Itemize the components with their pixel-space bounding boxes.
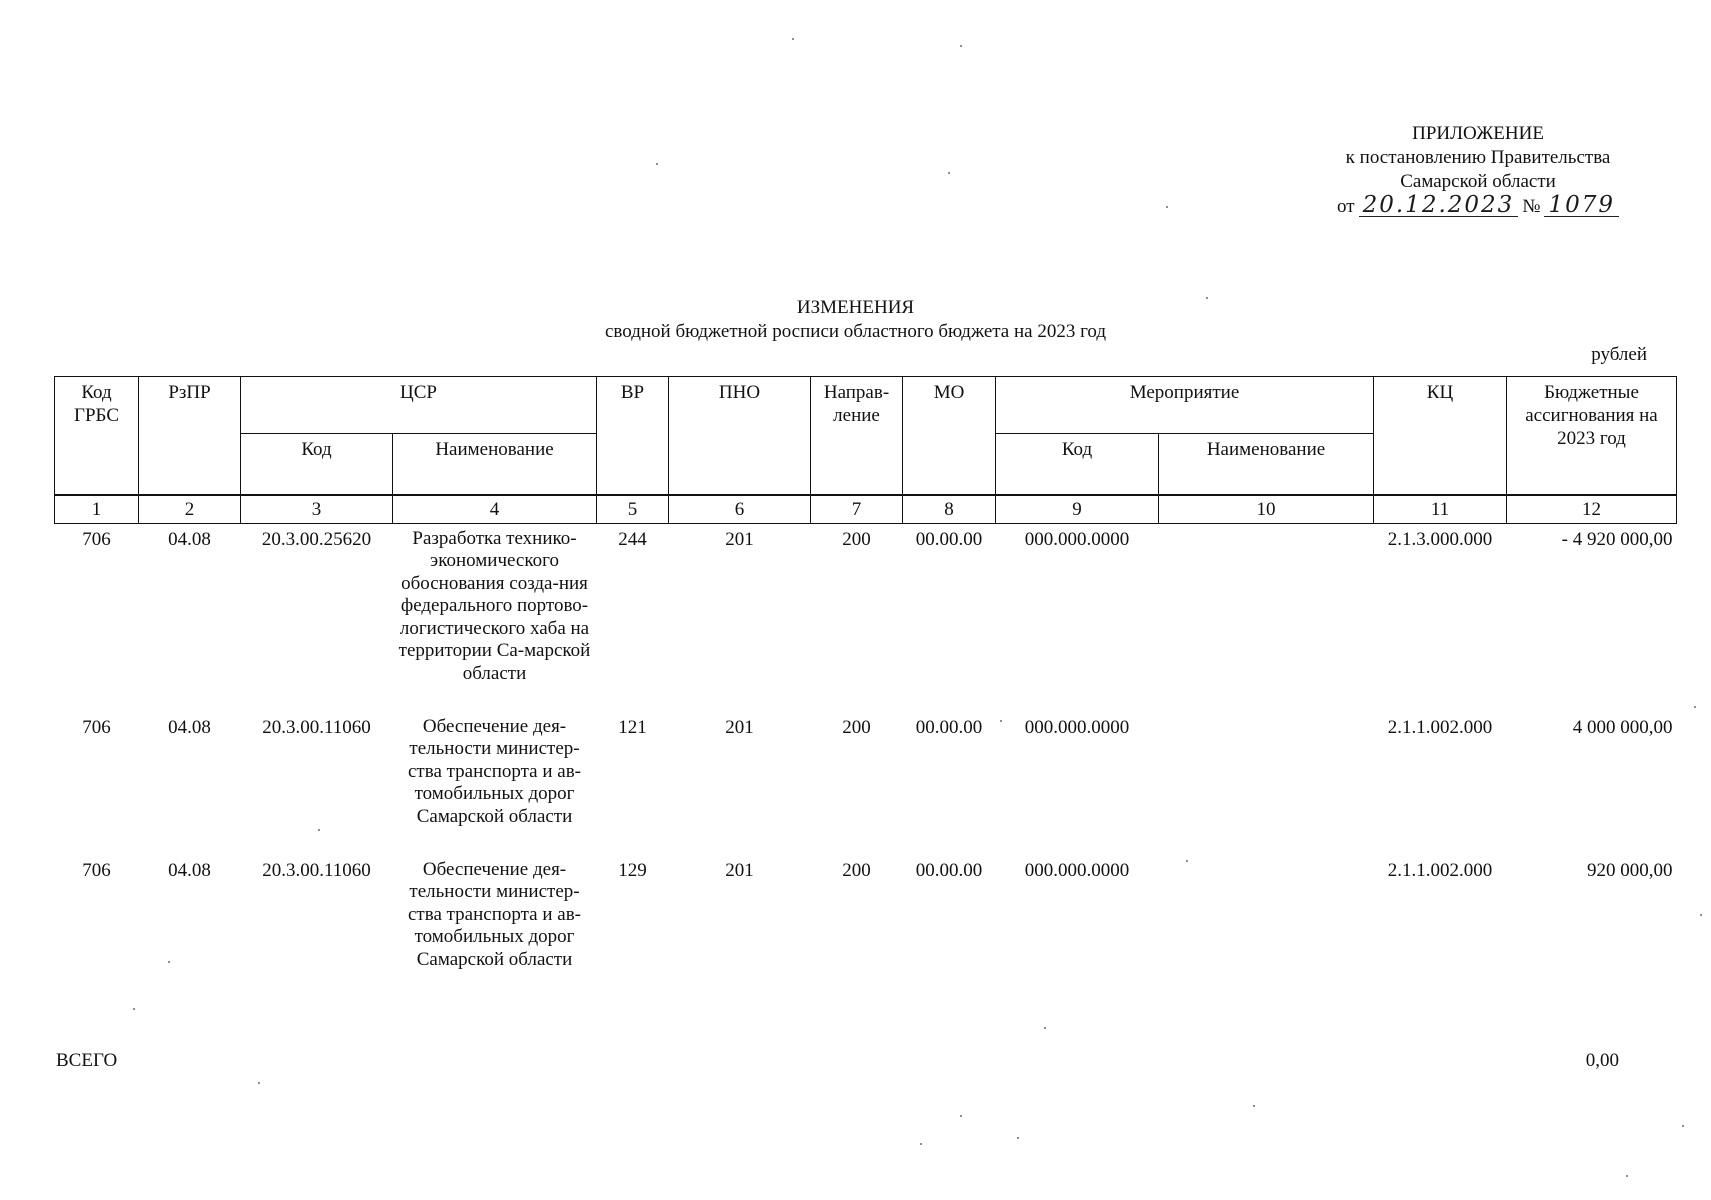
- scan-speck: [1626, 1175, 1628, 1177]
- cell-event-name: [1159, 855, 1374, 998]
- cell-grbs: 706: [82, 528, 111, 550]
- cell-csr-code: 20.3.00.25620: [261, 528, 372, 550]
- column-number: 11: [1374, 495, 1507, 524]
- table-row: [55, 712, 1677, 855]
- cell-grbs: 706: [82, 859, 111, 881]
- column-number: 8: [903, 495, 996, 524]
- header-mo: МО: [903, 377, 996, 495]
- scan-speck: [1682, 1125, 1684, 1127]
- cell-mo: 00.00.00: [915, 859, 983, 881]
- annex-line-2: Самарской области: [1400, 171, 1556, 192]
- cell-amount: 920 000,00: [1587, 859, 1673, 881]
- cell-pno: 201: [725, 528, 754, 550]
- column-number-row: [55, 495, 1677, 524]
- units-label: рублей: [1591, 344, 1647, 365]
- cell-rzpr: 04.08: [168, 716, 211, 738]
- header-vr: ВР: [597, 377, 669, 495]
- cell-vr: 244: [618, 528, 647, 550]
- cell-mo: 00.00.00: [915, 528, 983, 550]
- cell-event-code: 000.000.0000: [1024, 528, 1130, 550]
- scan-speck: [920, 1143, 922, 1145]
- cell-direction: 200: [842, 528, 871, 550]
- column-number: 12: [1507, 495, 1677, 524]
- scan-speck: [168, 961, 170, 963]
- cell-vr: 121: [618, 716, 647, 738]
- cell-direction: 200: [842, 716, 871, 738]
- scan-speck: [960, 45, 962, 47]
- header-grbs: Код ГРБС: [55, 377, 139, 495]
- cell-mo: 00.00.00: [915, 716, 983, 738]
- annex-title: ПРИЛОЖЕНИЕ: [1412, 123, 1544, 144]
- header-csr: ЦСР: [241, 377, 597, 434]
- header-pno: ПНО: [669, 377, 811, 495]
- column-number: 10: [1159, 495, 1374, 524]
- scan-speck: [1700, 914, 1702, 916]
- handwritten-date: 20.12.2023: [1359, 194, 1519, 217]
- annex-date-line: [1337, 194, 1619, 219]
- header-rzpr: РзПР: [139, 377, 241, 495]
- table-row: [55, 855, 1677, 998]
- scan-speck: [1186, 860, 1188, 862]
- document-title: ИЗМЕНЕНИЯ: [796, 297, 915, 318]
- document-heading: [0, 296, 1711, 344]
- scan-speck: [133, 1008, 135, 1010]
- header-event-code: Код: [996, 434, 1159, 495]
- column-number: 1: [55, 495, 139, 524]
- cell-pno: 201: [725, 716, 754, 738]
- scan-speck: [1253, 1105, 1255, 1107]
- total-value: 0,00: [1585, 1050, 1619, 1071]
- scan-speck: [1000, 720, 1002, 722]
- cell-csr-name: Разработка технико-экономического обоснования созда-ния федерального портово-логистического хаба на территории Са-марской области: [398, 527, 591, 685]
- column-number: 7: [811, 495, 903, 524]
- scan-speck: [948, 172, 950, 174]
- column-number: 9: [996, 495, 1159, 524]
- column-number: 3: [241, 495, 393, 524]
- document-subtitle: сводной бюджетной росписи областного бюджета на 2023 год: [604, 321, 1107, 342]
- cell-event-name: [1159, 712, 1374, 855]
- scan-speck: [1017, 1137, 1019, 1139]
- cell-vr: 129: [618, 859, 647, 881]
- scan-speck: [318, 829, 320, 831]
- cell-direction: 200: [842, 859, 871, 881]
- header-direction: Направ-ление: [811, 377, 903, 495]
- column-number: 2: [139, 495, 241, 524]
- scan-speck: [960, 1115, 962, 1117]
- scan-speck: [656, 163, 658, 165]
- header-kc: КЦ: [1374, 377, 1507, 495]
- total-label: ВСЕГО: [56, 1050, 118, 1071]
- date-prefix: от: [1337, 196, 1355, 217]
- cell-amount: 4 000 000,00: [1572, 716, 1673, 738]
- column-number: 5: [597, 495, 669, 524]
- header-csr-code: Код: [241, 434, 393, 495]
- budget-changes-table: [54, 376, 1677, 998]
- cell-kc: 2.1.1.002.000: [1387, 859, 1493, 881]
- cell-event-code: 000.000.0000: [1024, 716, 1130, 738]
- scan-speck: [258, 1082, 260, 1084]
- cell-event-name: [1159, 523, 1374, 712]
- cell-pno: 201: [725, 859, 754, 881]
- cell-amount: - 4 920 000,00: [1561, 528, 1673, 550]
- cell-csr-code: 20.3.00.11060: [262, 716, 371, 738]
- cell-rzpr: 04.08: [168, 528, 211, 550]
- scan-speck: [1206, 297, 1208, 299]
- annex-block: [1337, 122, 1619, 219]
- cell-rzpr: 04.08: [168, 859, 211, 881]
- cell-csr-name: Обеспечение дея-тельности министер-ства транспорта и ав-томобильных дорог Самарской области: [408, 715, 581, 828]
- scan-speck: [1044, 1027, 1046, 1029]
- annex-line-1: к постановлению Правительства: [1345, 147, 1611, 168]
- header-csr-name: Наименование: [393, 434, 597, 495]
- cell-event-code: 000.000.0000: [1024, 859, 1130, 881]
- table-row: [55, 523, 1677, 712]
- handwritten-number: 1079: [1544, 194, 1619, 217]
- scan-speck: [1694, 706, 1696, 708]
- cell-kc: 2.1.1.002.000: [1387, 716, 1493, 738]
- cell-kc: 2.1.3.000.000: [1387, 528, 1493, 550]
- header-allocations: Бюджетные ассигнования на 2023 год: [1507, 377, 1677, 495]
- cell-grbs: 706: [82, 716, 111, 738]
- header-event-name: Наименование: [1159, 434, 1374, 495]
- cell-csr-name: Обеспечение дея-тельности министер-ства транспорта и ав-томобильных дорог Самарской области: [408, 858, 581, 970]
- header-event: Мероприятие: [996, 377, 1374, 434]
- scan-speck: [792, 38, 794, 40]
- column-number: 4: [393, 495, 597, 524]
- scan-speck: [1166, 206, 1168, 208]
- cell-csr-code: 20.3.00.11060: [262, 859, 371, 881]
- number-prefix: №: [1522, 196, 1541, 217]
- column-number: 6: [669, 495, 811, 524]
